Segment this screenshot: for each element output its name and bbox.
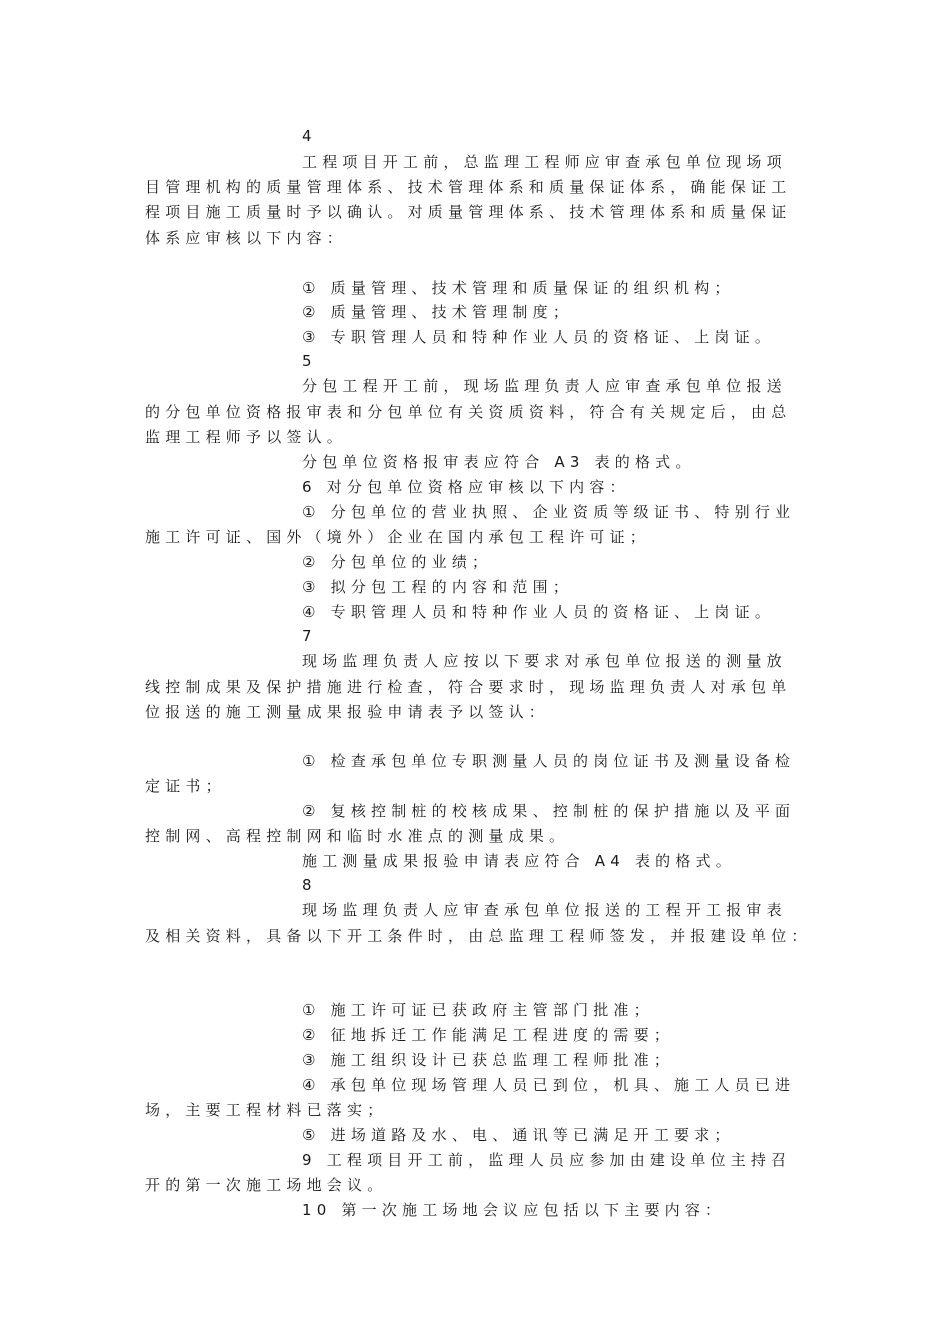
paragraph-line: 监理工程师予以签认。 xyxy=(145,428,348,446)
section-number-6: 6 对分包单位资格应审核以下内容： xyxy=(302,478,630,496)
list-item: ③ 拟分包工程的内容和范围； xyxy=(302,578,574,596)
list-item: ④ 承包单位现场管理人员已到位，机具、施工人员已进 xyxy=(302,1076,796,1094)
list-item: ① 分包单位的营业执照、企业资质等级证书、特别行业 xyxy=(302,503,796,521)
paragraph-line: 目管理机构的质量管理体系、技术管理体系和质量保证体系，确能保证工 xyxy=(145,178,792,196)
list-item: ③ 施工组织设计已获总监理工程师批准； xyxy=(302,1051,675,1069)
paragraph-line: 位报送的施工测量成果报验申请表予以签认： xyxy=(145,703,550,721)
list-item: ④ 专职管理人员和特种作业人员的资格证、上岗证。 xyxy=(302,603,776,621)
paragraph-line: 工程项目开工前，总监理工程师应审查承包单位现场项 xyxy=(302,153,787,171)
list-item: ② 质量管理、技术管理制度； xyxy=(302,303,574,321)
list-item: ② 复核控制桩的校核成果、控制桩的保护措施以及平面 xyxy=(302,802,796,820)
list-item: ① 施工许可证已获政府主管部门批准； xyxy=(302,1001,654,1019)
paragraph-line: 开的第一次施工场地会议。 xyxy=(145,1176,388,1194)
list-item-continuation: 施工许可证、国外（境外）企业在国内承包工程许可证； xyxy=(145,528,651,546)
paragraph-line: 的分包单位资格报审表和分包单位有关资质资料，符合有关规定后，由总 xyxy=(145,403,792,421)
list-item: ⑤ 进场道路及水、电、通讯等已满足开工要求； xyxy=(302,1126,735,1144)
list-item-continuation: 场，主要工程材料已落实； xyxy=(145,1101,388,1119)
paragraph-line: 施工测量成果报验申请表应符合 A4 表的格式。 xyxy=(302,852,736,870)
paragraph-line: 及相关资料，具备以下开工条件时，由总监理工程师签发，并报建设单位： xyxy=(145,927,812,945)
section-number-4: 4 xyxy=(302,127,318,145)
paragraph-line: 体系应审核以下内容： xyxy=(145,229,348,247)
list-item: ② 征地拆迁工作能满足工程进度的需要； xyxy=(302,1026,675,1044)
section-10-line: 10 第一次施工场地会议应包括以下主要内容： xyxy=(302,1201,726,1219)
list-item: ① 质量管理、技术管理和质量保证的组织机构； xyxy=(302,279,735,297)
section-9-line: 9 工程项目开工前，监理人员应参加由建设单位主持召 xyxy=(302,1151,792,1169)
paragraph-line: 线控制成果及保护措施进行检查，符合要求时，现场监理负责人对承包单 xyxy=(145,678,792,696)
list-item-continuation: 定证书； xyxy=(145,777,226,795)
paragraph-line: 分包单位资格报审表应符合 A3 表的格式。 xyxy=(302,453,696,471)
paragraph-line: 现场监理负责人应审查承包单位报送的工程开工报审表 xyxy=(302,901,787,919)
section-number-7: 7 xyxy=(302,627,318,645)
list-item: ② 分包单位的业绩； xyxy=(302,553,493,571)
section-number-8: 8 xyxy=(302,876,318,894)
paragraph-line: 分包工程开工前，现场监理负责人应审查承包单位报送 xyxy=(302,377,787,395)
section-number-5: 5 xyxy=(302,352,318,370)
list-item: ① 检查承包单位专职测量人员的岗位证书及测量设备检 xyxy=(302,752,796,770)
paragraph-line: 程项目施工质量时予以确认。对质量管理体系、技术管理体系和质量保证 xyxy=(145,203,792,221)
list-item-continuation: 控制网、高程控制网和临时水准点的测量成果。 xyxy=(145,827,570,845)
list-item: ③ 专职管理人员和特种作业人员的资格证、上岗证。 xyxy=(302,328,776,346)
paragraph-line: 现场监理负责人应按以下要求对承包单位报送的测量放 xyxy=(302,652,787,670)
